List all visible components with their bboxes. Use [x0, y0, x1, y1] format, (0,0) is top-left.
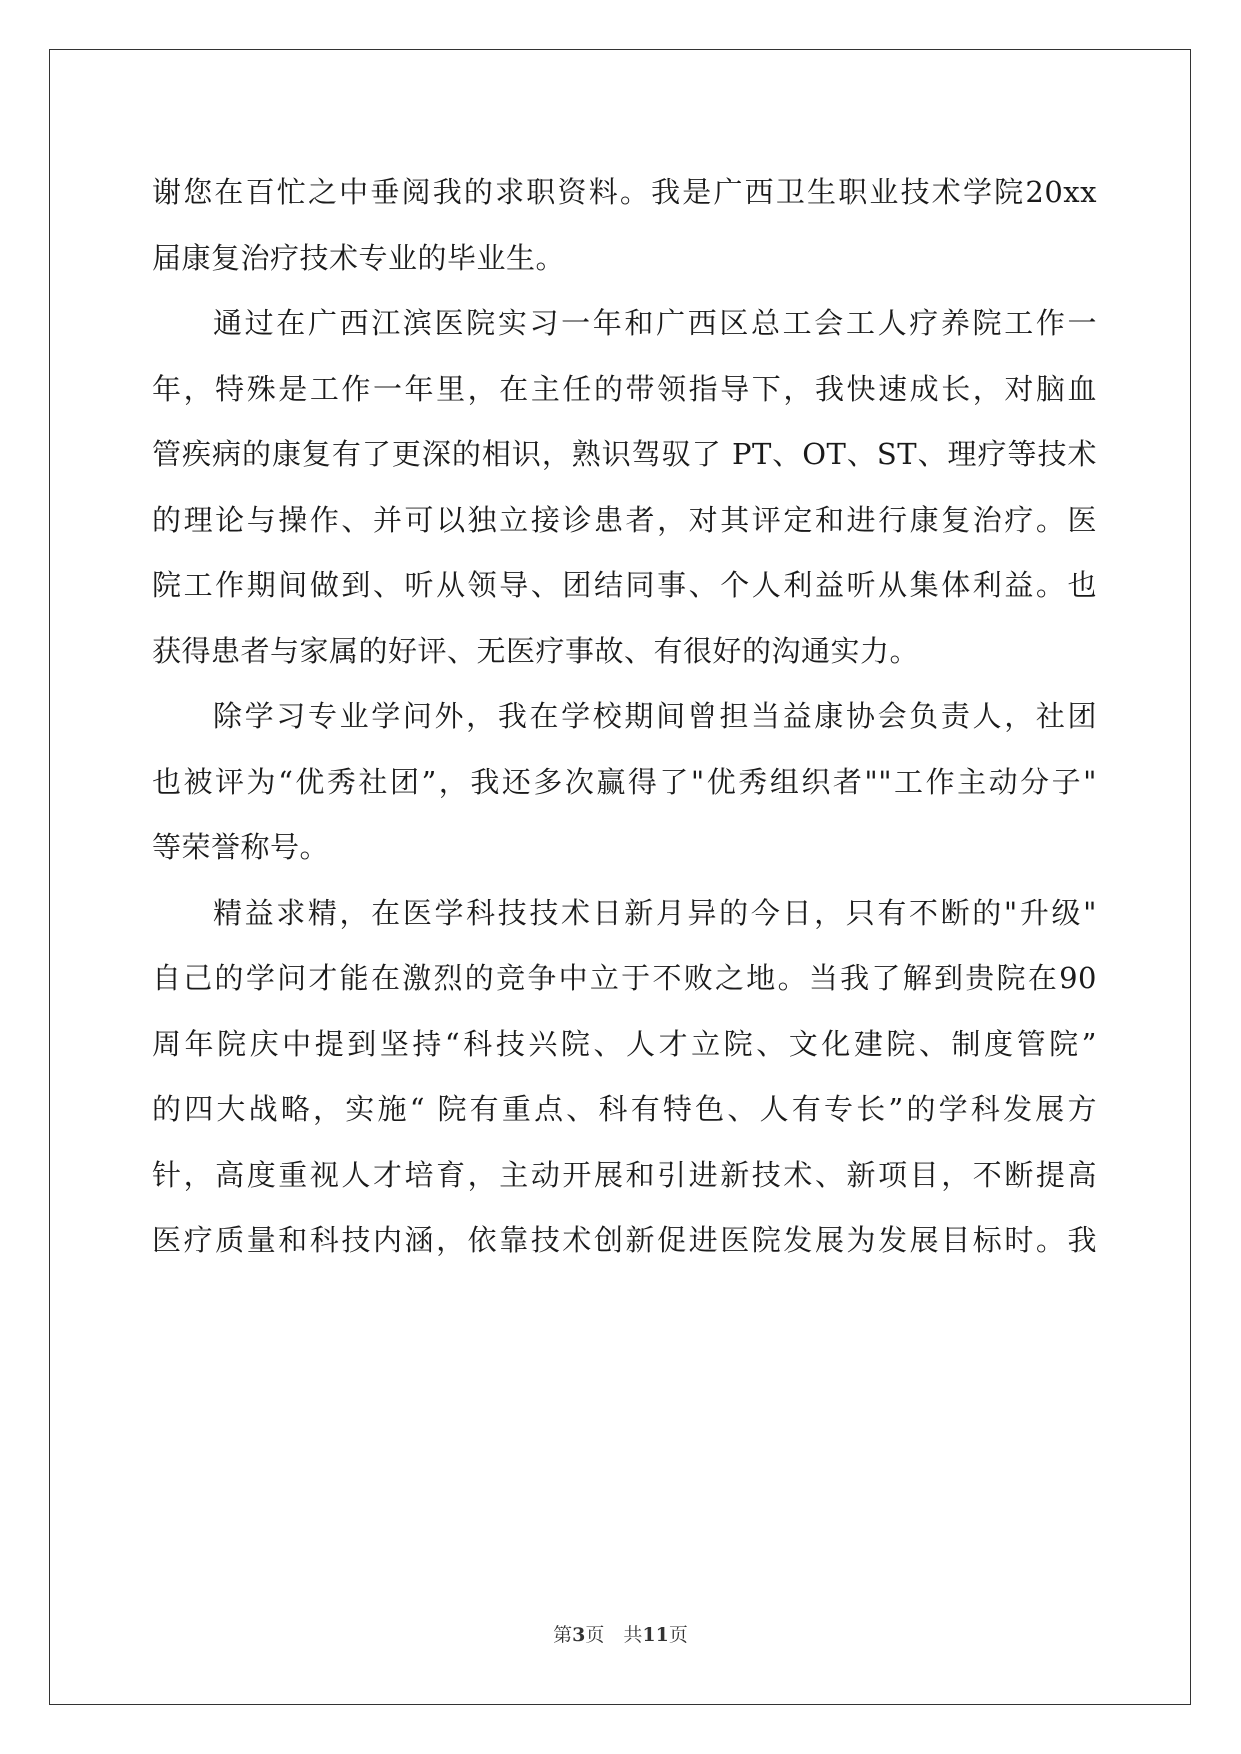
- paragraph-start-line: 通过在广西江滨医院实习一年和广西区总工会工人疗养院工作一: [213, 306, 1097, 340]
- text-line: 的理论与操作、并可以独立接诊患者，对其评定和进行康复治疗。医: [152, 502, 1097, 537]
- text-line: 自己的学问才能在激烈的竞争中立于不败之地。当我了解到贵院在90: [152, 961, 1097, 995]
- text-line: 获得患者与家属的好评、无医疗事故、有很好的沟通实力。: [152, 633, 920, 668]
- paragraph-start-line: 精益求精，在医学科技技术日新月异的今日，只有不断的"升级": [213, 895, 1097, 930]
- text-line: 周年院庆中提到坚持“科技兴院、人才立院、文化建院、制度管院”: [152, 1026, 1097, 1061]
- text-line: 的四大战略，实施“ 院有重点、科有特色、人有专长”的学科发展方: [152, 1092, 1097, 1126]
- current-page-number: 3: [572, 1624, 586, 1646]
- document-body: [152, 160, 1097, 1274]
- paragraph-start-line: 除学习专业学问外，我在学校期间曾担当益康协会负责人，社团: [213, 699, 1097, 733]
- text-line: 管疾病的康复有了更深的相识，熟识驾驭了 PT、OT、ST、理疗等技术: [152, 437, 1097, 471]
- text-line: 等荣誉称号。: [152, 830, 330, 864]
- text-line: 也被评为“优秀社团”，我还多次赢得了"优秀组织者""工作主动分子": [152, 764, 1097, 799]
- footer-prefix: 第: [553, 1624, 573, 1646]
- text-line: 届康复治疗技术专业的毕业生。: [152, 240, 566, 275]
- page-footer: [0, 1620, 1241, 1647]
- footer-middle: 页 共: [585, 1624, 643, 1646]
- text-line: 院工作期间做到、听从领导、团结同事、个人利益听从集体利益。也: [152, 568, 1097, 602]
- text-line: 医疗质量和科技内涵，依靠技术创新促进医院发展为发展目标时。我: [152, 1223, 1097, 1257]
- text-line: 谢您在百忙之中垂阅我的求职资料。我是广西卫生职业技术学院20xx: [152, 175, 1097, 209]
- text-line: 年，特殊是工作一年里，在主任的带领指导下，我快速成长，对脑血: [152, 371, 1097, 406]
- footer-suffix: 页: [668, 1624, 688, 1646]
- total-pages-number: 11: [642, 1624, 669, 1646]
- text-line: 针，高度重视人才培育，主动开展和引进新技术、新项目，不断提高: [152, 1157, 1097, 1192]
